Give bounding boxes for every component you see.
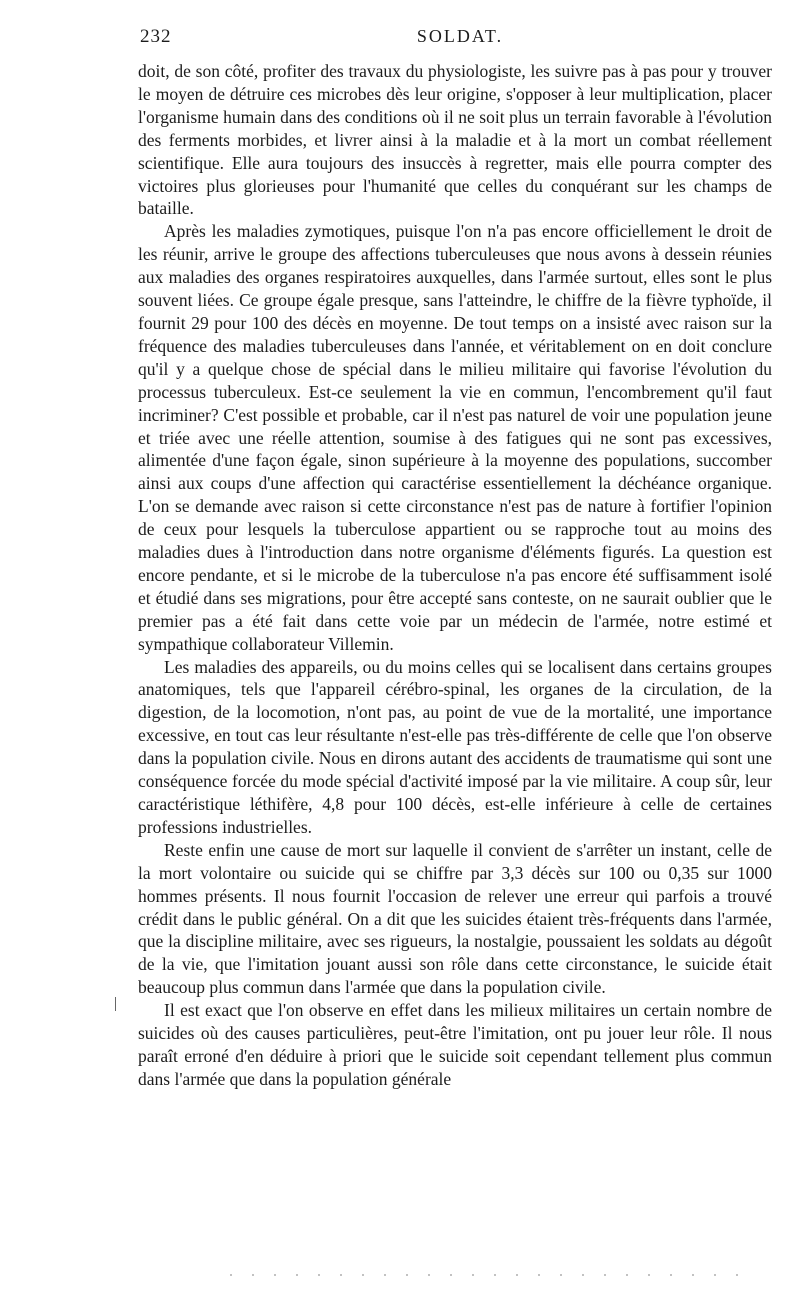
paragraph-suicide: Reste enfin une cause de mort sur laquelle il convient de s'arrêter un instant, celle de la mort volontaire ou suicide qui se chiffre par 3,3 décès sur 100 ou 0,35 sur 1000 hommes présents. Il nous fournit l'occasion de relever une erreur qui parfois a trouvé crédit dans le public général. On a dit que les suicides étaient très-fréquents dans l'armée, que la discipline militaire, avec ses rigueurs, la nostalgie, poussaient les soldats au dégoût de la vie, que l'imitation jouant aussi son rôle dans cette circonstance, le suicide était beaucoup plus commun dans l'armée que dans la population civile. (138, 839, 772, 998)
print-artifact-dots (220, 1274, 740, 1276)
paragraph-tuberculosis: Après les maladies zymotiques, puisque l'on n'a pas encore officiellement le droit de les réunir, arrive le groupe des affections tuberculeuses que nous avons à dessein réunies aux maladies des organes respiratoires auxquelles, dans l'armée surtout, elles sont le plus souvent liées. Ce groupe égale presque, sans l'atteindre, le chiffre de la fièvre typhoïde, il fournit 29 pour 100 des décès en moyenne. De tout temps on a insisté avec raison sur la fréquence des maladies tuberculeuses dans l'année, et véritablement on en doit conclure qu'il y a quelque chose de spécial dans le milieu militaire qui favorise l'évolution du processus tuberculeux. Est-ce seulement la vie en commun, l'encombrement qu'il faut incriminer? C'est possible et probable, car il n'est pas naturel de voir une population jeune et triée avec une réelle attention, soumise à des fatigues qui ne sont pas excessives, alimentée d'une façon égale, sinon supérieure à la moyenne des populations, succomber ainsi aux coups d'une affection qui caractérise essentiellement la déchéance organique. L'on se demande avec raison si cette circonstance n'est pas de nature à fortifier l'opinion de ceux pour lesquels la tuberculose appartient ou se rapproche tout au moins des maladies dues à l'introduction dans notre organisme d'éléments figurés. La question est encore pendante, et si le microbe de la tuberculose n'a pas encore été suffisamment isolé et étudié dans ses migrations, pour être accepté sans conteste, on ne saurait oublier que le premier pas a été fait dans cette voie par un médecin de l'armée, notre estimé et sympathique collaborateur Villemin. (138, 221, 772, 654)
page-number: 232 (140, 26, 172, 47)
paragraph-organ-diseases: Les maladies des appareils, ou du moins celles qui se localisent dans certains groupes anatomiques, tels que l'appareil cérébro-spinal, les organes de la circulation, de la digestion, de la locomotion, n'ont pas, au point de vue de la mortalité, une importance excessive, en tout cas leur résultante n'est-elle pas très-différente de celle que l'on observe dans la population civile. Nous en dirons autant des accidents de traumatisme qui sont une conséquence forcée du mode spécial d'activité imposé par la vie militaire. A coup sûr, leur caractéristique léthifère, 4,8 pour 100 décès, est-elle inférieure à celle de certaines professions industrielles. (138, 656, 772, 837)
margin-mark (115, 997, 116, 1011)
running-title: SOLDAT. (416, 26, 504, 46)
paragraph-continued: doit, de son côté, profiter des travaux du physiologiste, les suivre pas à pas pour y trouver le moyen de détruire ces microbes dès leur origine, s'opposer à leur multiplication, placer l'organisme humain dans des conditions où il ne soit plus un terrain favorable à l'évolution des ferments morbides, et livrer ainsi à la maladie et à la mort un combat réellement scientifique. Elle aura toujours des insuccès à regretter, mais elle pourra compter des victoires plus glorieuses pour l'humanité que celles du conquérant sur les champs de bataille. (138, 61, 772, 219)
body-text (138, 60, 772, 1091)
paragraph-suicide-continued: Il est exact que l'on observe en effet dans les milieux militaires un certain nombre de suicides où des causes particulières, peut-être l'imitation, ont pu jouer leur rôle. Il nous paraît erroné d'en déduire à priori que le suicide soit cependant tellement plus commun dans l'armée que dans la population générale (138, 1000, 772, 1089)
page-header (140, 26, 780, 52)
